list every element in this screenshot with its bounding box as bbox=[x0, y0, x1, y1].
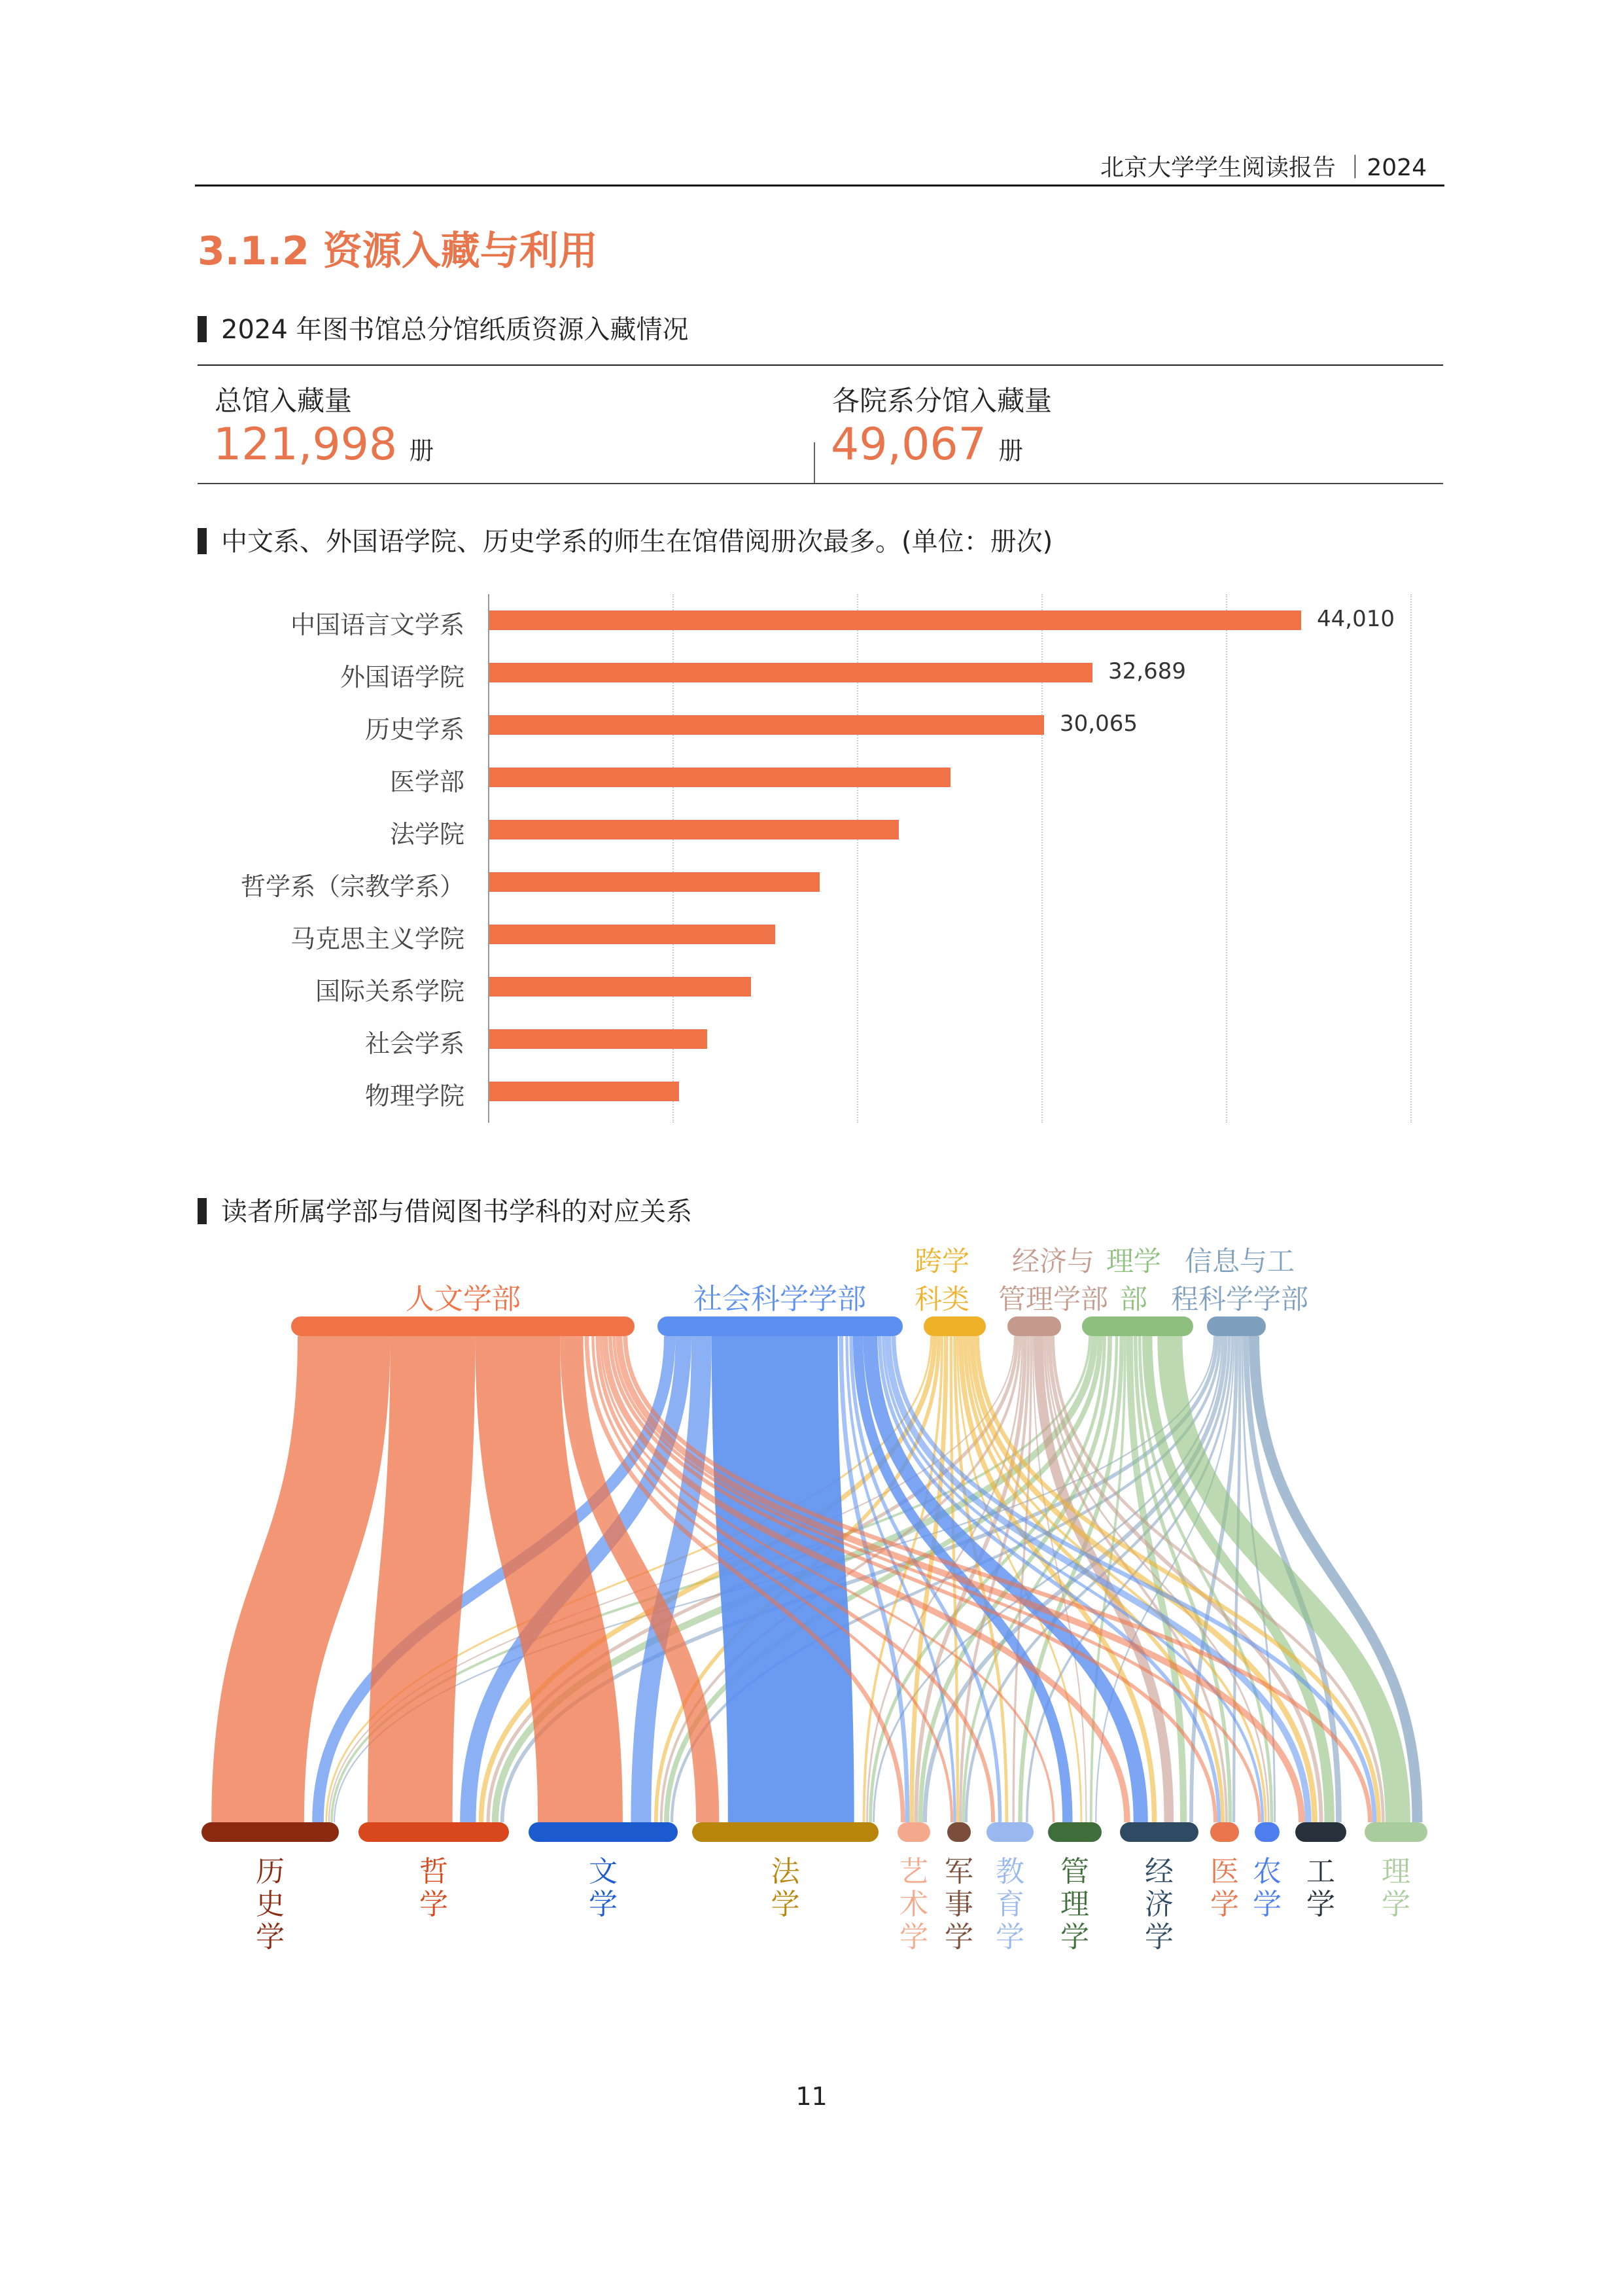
bar bbox=[489, 1029, 707, 1049]
sankey-target-label: 学 bbox=[589, 1888, 618, 1921]
branch-library-value: 49,067 bbox=[831, 419, 986, 470]
sankey-source-label: 管理学部 bbox=[998, 1283, 1109, 1315]
sankey-target-node bbox=[1365, 1822, 1427, 1842]
branch-library-label: 各院系分馆入藏量 bbox=[832, 385, 1053, 417]
sankey-target-label: 育 bbox=[996, 1888, 1024, 1921]
page-number: 11 bbox=[795, 2082, 828, 2111]
bar bbox=[489, 925, 775, 944]
bar-chart-gridline bbox=[857, 594, 858, 1123]
sankey-target-label: 文 bbox=[589, 1855, 618, 1888]
sankey-source-label: 跨学 bbox=[914, 1245, 970, 1277]
bar-category-label: 医学部 bbox=[389, 768, 464, 796]
sankey-source-label: 部 bbox=[1119, 1283, 1148, 1315]
sankey-target-label: 学 bbox=[1145, 1920, 1174, 1950]
sankey-target-node bbox=[986, 1822, 1034, 1842]
sankey-target-label: 学 bbox=[899, 1920, 928, 1950]
sankey-target-label: 史 bbox=[256, 1888, 285, 1921]
header-rule bbox=[195, 185, 1444, 186]
sankey-source-node bbox=[1007, 1316, 1061, 1336]
main-library-unit: 册 bbox=[409, 436, 434, 465]
heading-marker bbox=[198, 528, 207, 554]
sankey-target-node bbox=[947, 1822, 971, 1842]
bar bbox=[489, 768, 951, 787]
bar-chart-gridline bbox=[1041, 594, 1043, 1123]
sankey-source-label: 人文学部 bbox=[406, 1282, 521, 1316]
bar bbox=[489, 610, 1301, 630]
sankey-target-node bbox=[358, 1822, 509, 1842]
bar-chart-gridline bbox=[672, 594, 674, 1123]
stats-divider bbox=[814, 442, 815, 483]
sankey-target-label: 工 bbox=[1306, 1855, 1335, 1888]
branch-library-unit: 册 bbox=[998, 436, 1023, 465]
heading-marker bbox=[198, 316, 207, 342]
bar bbox=[489, 663, 1092, 682]
sankey-link bbox=[410, 1336, 433, 1822]
bar-value-label: 44,010 bbox=[1317, 606, 1395, 632]
borrow-heading bbox=[198, 521, 1053, 558]
collection-heading bbox=[198, 309, 689, 346]
main-library-stat bbox=[213, 419, 434, 470]
bar bbox=[489, 977, 751, 997]
bar-value-label: 30,065 bbox=[1060, 711, 1138, 737]
collection-heading-text: 2024 年图书馆总分馆纸质资源入藏情况 bbox=[221, 315, 689, 345]
running-header: 北京大学学生阅读报告 ｜2024 bbox=[1100, 154, 1427, 181]
sankey-heading bbox=[198, 1191, 692, 1228]
bar-category-label: 法学院 bbox=[389, 820, 464, 849]
sankey-source-label: 科类 bbox=[914, 1283, 970, 1315]
borrow-heading-text: 中文系、外国语学院、历史学系的师生在馆借阅册次最多。(单位：册次) bbox=[221, 527, 1053, 557]
sankey-target-label: 医 bbox=[1210, 1855, 1239, 1888]
stats-bottom-rule bbox=[198, 483, 1443, 484]
bar-category-label: 历史学系 bbox=[364, 715, 464, 744]
section-title: 3.1.2 资源入藏与利用 bbox=[198, 228, 598, 274]
sankey-target-label: 学 bbox=[771, 1888, 800, 1921]
sankey-source-node bbox=[657, 1316, 903, 1336]
main-library-label: 总馆入藏量 bbox=[215, 385, 353, 417]
bar bbox=[489, 715, 1044, 735]
sankey-target-node bbox=[201, 1822, 339, 1842]
sankey-target-label: 农 bbox=[1253, 1855, 1282, 1888]
sankey-target-label: 艺 bbox=[899, 1855, 928, 1888]
sankey-target-label: 学 bbox=[419, 1888, 448, 1921]
sankey-target-node bbox=[1295, 1822, 1346, 1842]
sankey-source-label: 理学 bbox=[1106, 1245, 1162, 1277]
sankey-source-node bbox=[291, 1316, 635, 1336]
bar-category-label: 社会学系 bbox=[364, 1029, 464, 1058]
sankey-heading-text: 读者所属学部与借阅图书学科的对应关系 bbox=[221, 1197, 692, 1227]
branch-library-stat bbox=[831, 419, 1023, 470]
sankey-target-label: 学 bbox=[1253, 1888, 1282, 1921]
bar bbox=[489, 820, 899, 839]
sankey-source-label: 信息与工 bbox=[1184, 1245, 1295, 1277]
stats-top-rule bbox=[198, 364, 1443, 366]
sankey-target-node bbox=[1048, 1822, 1102, 1842]
sankey-target-label: 学 bbox=[1060, 1920, 1089, 1950]
sankey-target-label: 学 bbox=[1306, 1888, 1335, 1921]
sankey-target-label: 历 bbox=[256, 1855, 285, 1888]
sankey-target-label: 学 bbox=[256, 1920, 285, 1950]
sankey-target-label: 哲 bbox=[419, 1855, 448, 1888]
sankey-source-node bbox=[1207, 1316, 1266, 1336]
sankey-source-node bbox=[924, 1316, 986, 1336]
sankey-target-node bbox=[898, 1822, 930, 1842]
sankey-source-label: 经济与 bbox=[1011, 1245, 1095, 1277]
sankey-target-label: 经 bbox=[1145, 1855, 1174, 1888]
sankey-target-label: 教 bbox=[996, 1855, 1024, 1888]
sankey-target-node bbox=[692, 1822, 879, 1842]
sankey-target-node bbox=[1255, 1822, 1280, 1842]
sankey-target-label: 学 bbox=[1210, 1888, 1239, 1921]
sankey-target-label: 军 bbox=[945, 1855, 973, 1888]
sankey-source-label: 社会科学学部 bbox=[693, 1282, 866, 1316]
sankey-target-label: 学 bbox=[945, 1920, 973, 1950]
sankey-diagram bbox=[0, 1230, 1623, 1950]
sankey-target-label: 学 bbox=[996, 1920, 1024, 1950]
bar-category-label: 物理学院 bbox=[364, 1082, 464, 1110]
bar-category-label: 哲学系（宗教学系） bbox=[240, 872, 464, 901]
heading-marker bbox=[198, 1198, 207, 1224]
bar-value-label: 32,689 bbox=[1108, 658, 1186, 684]
sankey-link bbox=[775, 1336, 791, 1822]
bar bbox=[489, 872, 820, 892]
sankey-target-label: 济 bbox=[1145, 1888, 1174, 1921]
sankey-target-label: 理 bbox=[1382, 1855, 1410, 1888]
sankey-source-label: 程科学学部 bbox=[1170, 1283, 1309, 1315]
sankey-target-node bbox=[1210, 1822, 1239, 1842]
bar-chart-axis bbox=[488, 594, 489, 1123]
sankey-target-label: 管 bbox=[1060, 1855, 1089, 1888]
bar-category-label: 外国语学院 bbox=[340, 663, 464, 692]
sankey-links bbox=[258, 1336, 1417, 1822]
sankey-target-label: 事 bbox=[945, 1888, 973, 1921]
sankey-source-node bbox=[1082, 1316, 1193, 1336]
bar-category-label: 国际关系学院 bbox=[315, 977, 464, 1006]
sankey-target-node bbox=[529, 1822, 678, 1842]
bar-category-label: 中国语言文学系 bbox=[290, 610, 464, 639]
sankey-target-label: 法 bbox=[771, 1855, 800, 1888]
sankey-target-node bbox=[1120, 1822, 1198, 1842]
main-library-value: 121,998 bbox=[213, 419, 398, 470]
bar-category-label: 马克思主义学院 bbox=[290, 925, 464, 953]
sankey-target-label: 术 bbox=[899, 1888, 928, 1921]
bar-chart-gridline bbox=[1410, 594, 1412, 1123]
sankey-target-label: 理 bbox=[1060, 1888, 1089, 1921]
bar-chart-gridline bbox=[1226, 594, 1227, 1123]
sankey-target-label: 学 bbox=[1382, 1888, 1410, 1921]
bar bbox=[489, 1082, 679, 1101]
